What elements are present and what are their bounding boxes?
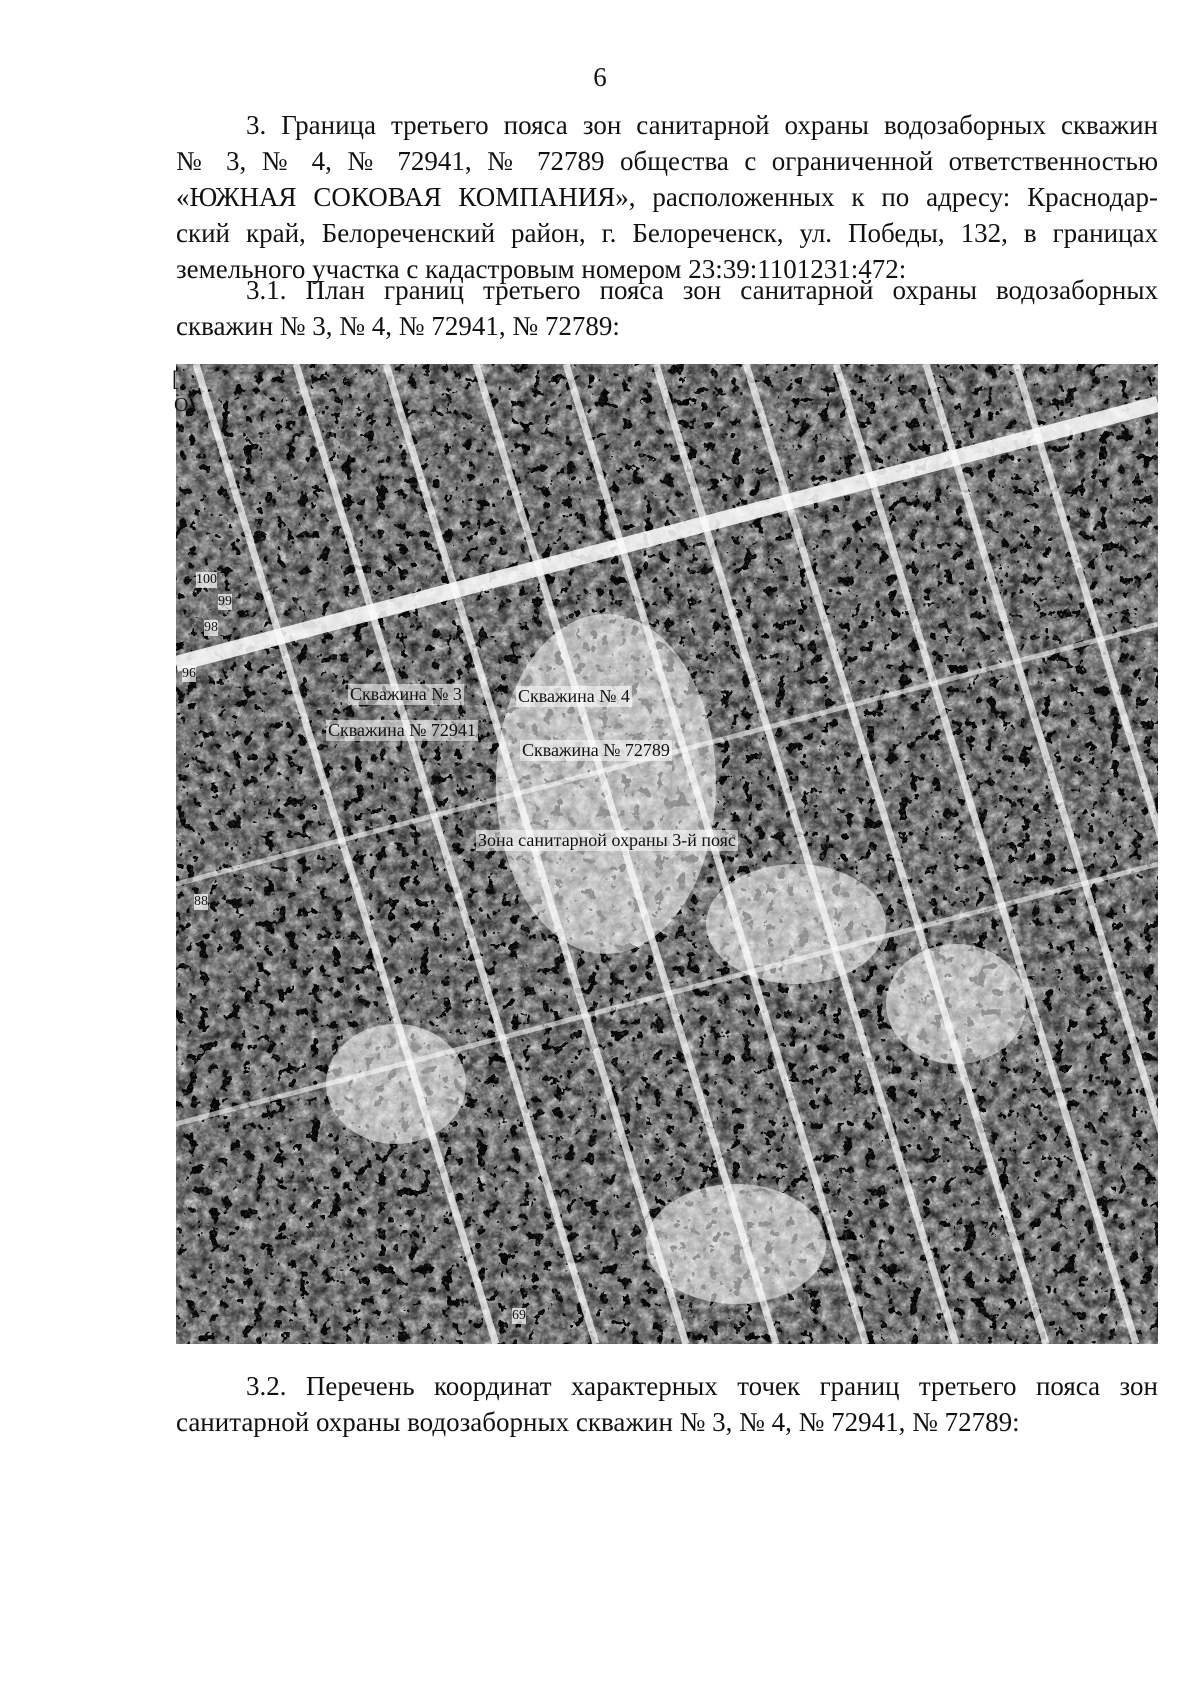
aerial-photo-image xyxy=(176,364,1158,1344)
paragraph-line: «ЮЖНАЯ СОКОВАЯ КОМПАНИЯ», расположенных к по адресу: Краснодар- xyxy=(176,182,1158,212)
edge-mark: О xyxy=(174,394,189,416)
paragraph-line: 3. Граница третьего пояса зон санитарной охраны водозаборных скважин xyxy=(246,110,1158,140)
open-area xyxy=(646,1184,826,1304)
open-area xyxy=(326,1024,466,1144)
point-label: 99 xyxy=(218,594,232,609)
paragraph-line: ский край, Белореченский район, г. Белореченск, ул. Победы, 132, в границах xyxy=(176,218,1158,248)
boundary-plan-map xyxy=(172,364,1158,1344)
point-label: 100 xyxy=(196,572,217,587)
paragraph-line: 3.2. Перечень координат характерных точек границ третьего пояса зон xyxy=(246,1371,1158,1401)
zone-label: Зона санитарной охраны 3-й пояс xyxy=(478,830,736,850)
well-72941-label: Скважина № 72941 xyxy=(328,720,476,740)
open-area xyxy=(886,944,1026,1064)
point-label: 88 xyxy=(194,894,208,909)
paragraph-line: 3.1. План границ третьего пояса зон санитарной охраны водозаборных xyxy=(246,275,1158,305)
point-label: 96 xyxy=(182,666,196,681)
well-4-label: Скважина № 4 xyxy=(518,686,630,706)
paragraph-line: скважин № 3, № 4, № 72941, № 72789: xyxy=(176,311,620,341)
edge-bracket: [ xyxy=(172,366,180,391)
open-area xyxy=(496,614,716,954)
page-number: 6 xyxy=(593,62,607,92)
point-label: 98 xyxy=(204,620,218,635)
section-3-1-paragraph xyxy=(176,272,1158,344)
well-3-label: Скважина № 3 xyxy=(350,684,462,704)
paragraph-line: санитарной охраны водозаборных скважин № 3, № 4, № 72941, № 72789: xyxy=(176,1407,1020,1437)
open-area xyxy=(706,864,886,984)
section-3-paragraph xyxy=(176,107,1158,287)
section-3-2-paragraph xyxy=(176,1368,1158,1440)
paragraph-line: № 3, № 4, № 72941, № 72789 общества с ограниченной ответственностью xyxy=(176,146,1158,176)
point-label: 69 xyxy=(512,1308,526,1323)
paragraph-line: земельного участка с кадастровым номером 23:39:1101231:472: xyxy=(176,254,907,284)
well-72789-label: Скважина № 72789 xyxy=(522,740,670,760)
